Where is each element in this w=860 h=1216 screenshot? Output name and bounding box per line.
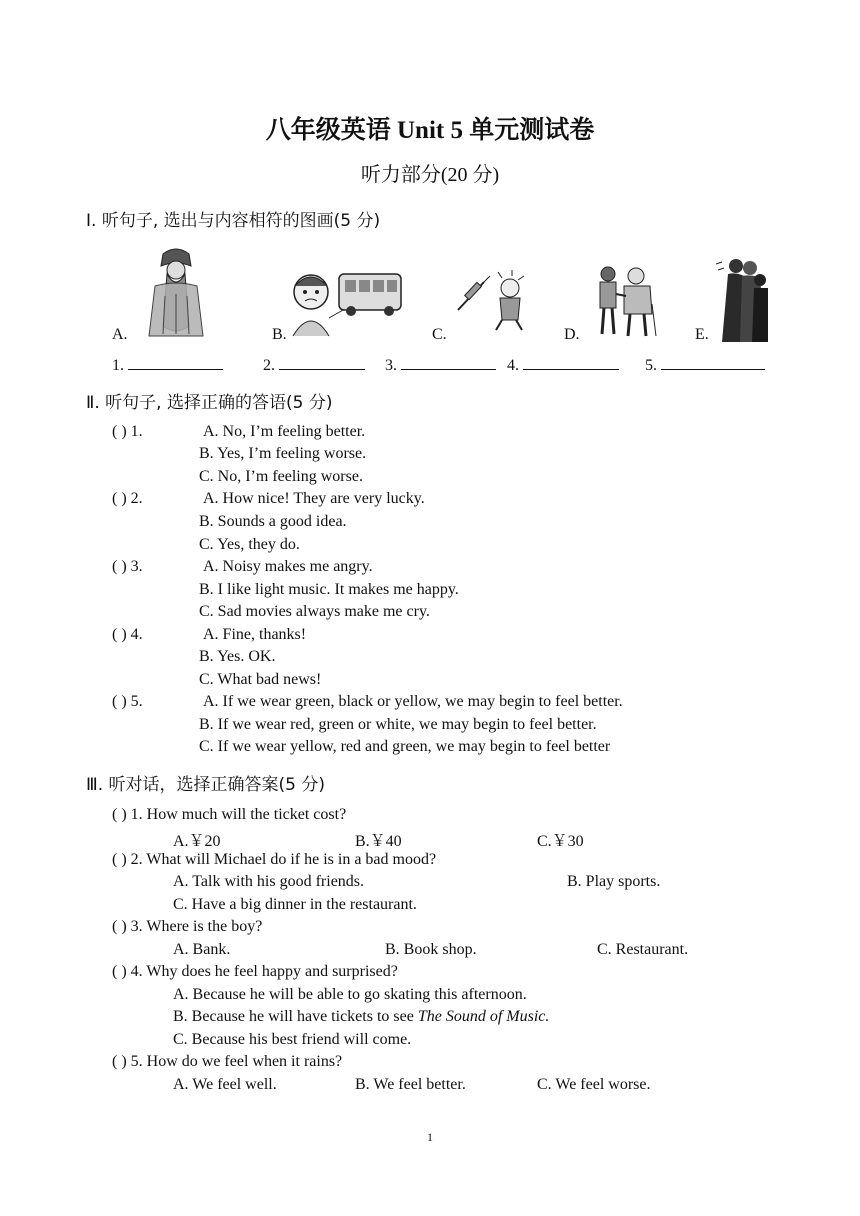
s3-q3-option-a: A. Bank. [173,941,231,958]
s2-q2-number: ( ) 2. [112,490,143,507]
blank-1[interactable]: 1. [112,355,223,375]
page-subtitle: 听力部分(20 分) [360,164,500,186]
s2-q1-option-c: C. No, I’m feeling worse. [199,468,363,485]
helping-old-man-icon [594,264,658,338]
s3-q2-option-b: B. Play sports. [567,873,661,890]
s2-q2-option-a: A. How nice! They are very lucky. [203,490,425,507]
s3-q4-option-a: A. Because he will be able to go skating this afternoon. [173,986,527,1003]
section1-heading: Ⅰ. 听句子, 选出与内容相符的图画(5 分) [86,211,381,231]
s3-q1-option-a: A.￥20 [173,833,221,850]
image-label-c: C. [432,326,447,343]
s3-q2-option-a: A. Talk with his good friends. [173,873,365,890]
s2-q5-number: ( ) 5. [112,693,143,710]
s3-q4-option-b-title: The Sound of Music. [417,1008,550,1025]
section2-heading: Ⅱ. 听句子, 选择正确的答语(5 分) [86,393,333,413]
s2-q3-option-b: B. I like light music. It makes me happy. [199,581,459,598]
page-number: 1 [427,1130,433,1144]
s3-q5-option-a: A. We feel well. [173,1076,277,1093]
s3-q1-stem: ( ) 1. How much will the ticket cost? [112,806,347,823]
s2-q2-option-b: B. Sounds a good idea. [199,513,347,530]
s3-q4-option-b [173,1008,549,1026]
s3-q5-option-b: B. We feel better. [355,1076,466,1093]
s2-q5-option-b: B. If we wear red, green or white, we may begin to feel better. [199,716,597,733]
s3-q5-stem: ( ) 5. How do we feel when it rains? [112,1053,343,1070]
s3-q1-option-c: C.￥30 [537,833,584,850]
s3-q2-stem: ( ) 2. What will Michael do if he is in a bad mood? [112,851,437,868]
image-label-a: A. [112,326,128,343]
s3-q4-option-c: C. Because his best friend will come. [173,1031,412,1048]
injection-scared-man-icon [454,268,532,332]
blank-3[interactable]: 3. [385,355,496,375]
blank-4[interactable]: 4. [507,355,619,375]
opera-character-icon [145,246,207,340]
s2-q1-number: ( ) 1. [112,423,143,440]
image-label-e: E. [695,326,709,343]
section3-heading: Ⅲ. 听对话，选择正确答案(5 分) [86,775,326,795]
image-label-b: B. [272,326,287,343]
s2-q4-number: ( ) 4. [112,626,143,643]
s2-q3-option-c: C. Sad movies always make me cry. [199,603,430,620]
s2-q3-option-a: A. Noisy makes me angry. [203,558,373,575]
s2-q4-option-a: A. Fine, thanks! [203,626,307,643]
s2-q4-option-c: C. What bad news! [199,671,322,688]
s3-q3-option-b: B. Book shop. [385,941,477,958]
s2-q1-option-b: B. Yes, I’m feeling worse. [199,445,367,462]
s3-q3-option-c: C. Restaurant. [597,941,689,958]
s3-q4-option-b-text: B. Because he will have tickets to see [173,1008,418,1025]
s2-q5-option-a: A. If we wear green, black or yellow, we may begin to feel better. [203,693,623,710]
boy-and-bus-icon [289,268,403,338]
page-title: 八年级英语 Unit 5 单元测试卷 [265,117,595,144]
blank-2[interactable]: 2. [263,355,365,375]
s2-q5-option-c: C. If we wear yellow, red and green, we may begin to feel better [199,738,611,755]
s2-q1-option-a: A. No, I’m feeling better. [203,423,366,440]
crowd-silhouettes-icon [716,258,768,342]
s2-q2-option-c: C. Yes, they do. [199,536,300,553]
s3-q3-stem: ( ) 3. Where is the boy? [112,918,263,935]
s3-q2-option-c: C. Have a big dinner in the restaurant. [173,896,417,913]
image-label-d: D. [564,326,580,343]
blank-5[interactable]: 5. [645,355,765,375]
s3-q4-stem: ( ) 4. Why does he feel happy and surprised? [112,963,398,980]
s3-q1-option-b: B.￥40 [355,833,402,850]
s2-q4-option-b: B. Yes. OK. [199,648,276,665]
s2-q3-number: ( ) 3. [112,558,143,575]
s3-q5-option-c: C. We feel worse. [537,1076,651,1093]
